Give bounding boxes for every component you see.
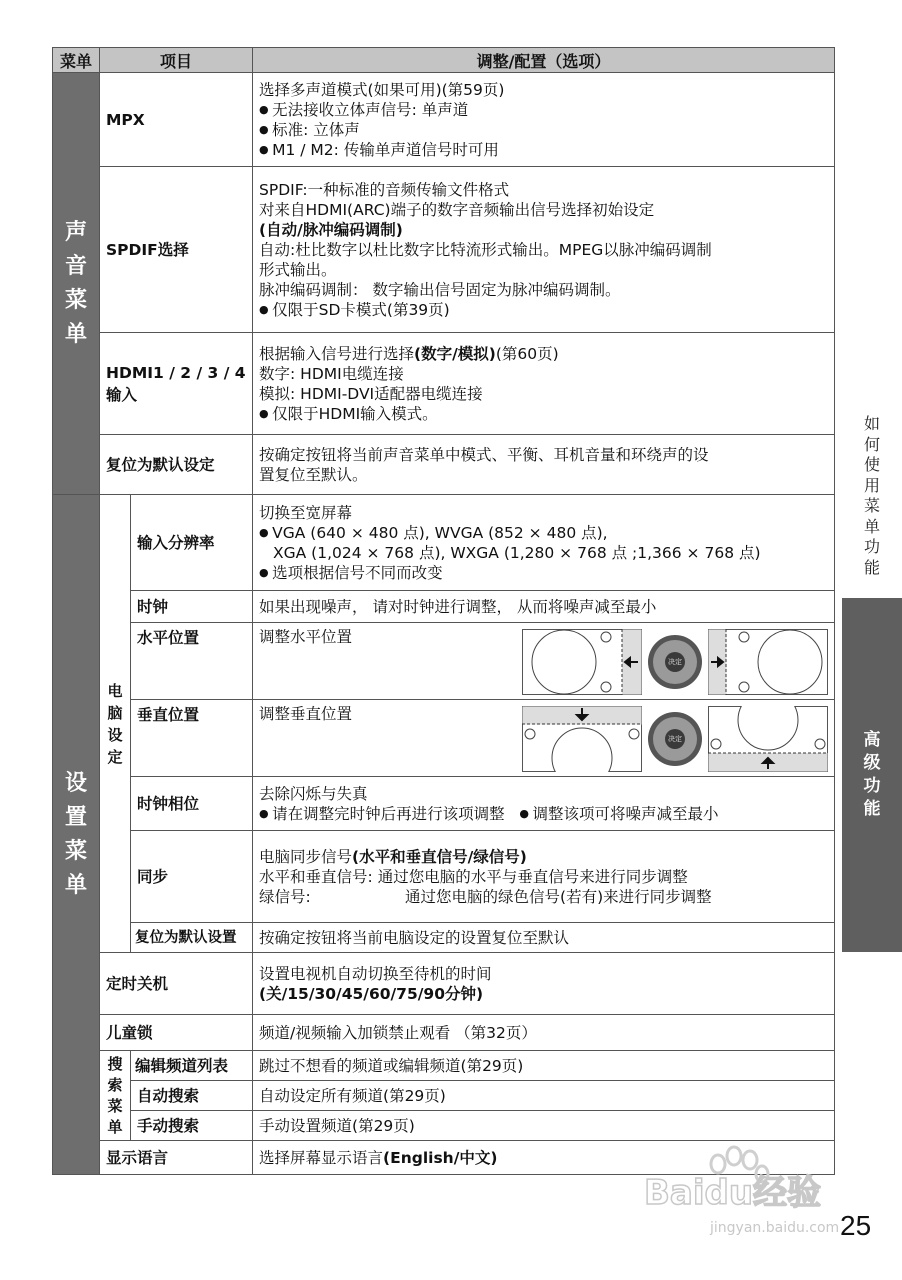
baidu-paw-icon bbox=[640, 1140, 850, 1240]
clock-desc: 如果出现噪声， 请对时钟进行调整， 从而将噪声减至最小 bbox=[253, 591, 835, 623]
hdmi-label: HDMI1 / 2 / 3 / 4 输入 bbox=[100, 333, 253, 435]
hpos-diagram bbox=[522, 629, 828, 695]
pc-reset-label: 复位为默认设置 bbox=[131, 923, 253, 953]
sync-desc: 电脑同步信号(水平和垂直信号/绿信号) 水平和垂直信号: 通过您电脑的水平与垂直信号来进行同步调整 绿信号: 通过您电脑的绿色信号(若有)来进行同步调整 bbox=[253, 831, 835, 923]
screen-shift-up-icon bbox=[708, 706, 828, 772]
screen-shift-down-icon bbox=[522, 706, 642, 772]
header-menu: 菜单 bbox=[53, 48, 100, 73]
hpos-label: 水平位置 bbox=[131, 623, 253, 700]
phase-label: 时钟相位 bbox=[131, 777, 253, 831]
side-tab-advanced: 高 级 功 能 bbox=[842, 598, 902, 952]
hdmi-desc: 根据输入信号进行选择(数字/模拟)(第60页) 数字: HDMI电缆连接 模拟: HDMI-DVI适配器电缆连接 ● 仅限于HDMI输入模式。 bbox=[253, 333, 835, 435]
setup-menu-label: 设 置 菜 单 bbox=[53, 495, 100, 1175]
clock-label: 时钟 bbox=[131, 591, 253, 623]
sleep-timer-desc: 设置电视机自动切换至待机的时间 (关/15/30/45/60/75/90分钟) bbox=[253, 953, 835, 1015]
phase-desc: 去除闪烁与失真 ● 请在调整完时钟后再进行该项调整 ● 调整该项可将噪声减至最小 bbox=[253, 777, 835, 831]
child-lock-label: 儿童锁 bbox=[100, 1015, 253, 1051]
resolution-label: 输入分辨率 bbox=[131, 495, 253, 591]
side-tab-how-to-use: 如 何 使 用 菜 单 功 能 bbox=[863, 414, 880, 577]
remote-dpad-icon: 决定 bbox=[648, 635, 702, 689]
pc-reset-desc: 按确定按钮将当前电脑设定的设置复位至默认 bbox=[253, 923, 835, 953]
vpos-label: 垂直位置 bbox=[131, 700, 253, 777]
sound-reset-label: 复位为默认设定 bbox=[100, 435, 253, 495]
mpx-label: MPX bbox=[100, 73, 253, 167]
sleep-timer-label: 定时关机 bbox=[100, 953, 253, 1015]
auto-tune-desc: 自动设定所有频道(第29页) bbox=[253, 1081, 835, 1111]
auto-tune-label: 自动搜索 bbox=[131, 1081, 253, 1111]
tuning-menu-label: 搜 索 菜 单 bbox=[100, 1051, 131, 1141]
hpos-desc: 调整水平位置 决定 bbox=[253, 623, 835, 700]
sound-menu-label: 声 音 菜 单 bbox=[53, 73, 100, 495]
svg-text:Baidu经验: Baidu经验 bbox=[644, 1173, 822, 1213]
svg-text:jingyan.baidu.com: jingyan.baidu.com bbox=[710, 1220, 840, 1236]
vpos-diagram bbox=[522, 706, 828, 772]
child-lock-desc: 频道/视频输入加锁禁止观看 （第32页） bbox=[253, 1015, 835, 1051]
header-adjust: 调整/配置（选项） bbox=[253, 48, 835, 73]
watermark bbox=[640, 1140, 850, 1240]
resolution-desc: 切换至宽屏幕 ● VGA (640 × 480 点), WVGA (852 × 480 点), XGA (1,024 × 768 点), WXGA (1,280 × 768 点 ;1,366 × 768 点) ● 选项根据信号不同而改变 bbox=[253, 495, 835, 591]
screen-shift-right-icon bbox=[708, 629, 828, 695]
screen-shift-left-icon bbox=[522, 629, 642, 695]
remote-dpad-icon: 决定 bbox=[648, 712, 702, 766]
spdif-desc: SPDIF:一种标准的音频传输文件格式 对来自HDMI(ARC)端子的数字音频输出信号选择初始设定 (自动/脉冲编码调制) 自动:杜比数字以杜比数字比特流形式输出。MPEG以脉冲编码调制 形式输出。 脉冲编码调制： 数字输出信号固定为脉冲编码调制。 ● 仅限于SD卡模式(第39页) bbox=[253, 167, 835, 333]
sound-reset-desc: 按确定按钮将当前声音菜单中模式、平衡、耳机音量和环绕声的设 置复位至默认。 bbox=[253, 435, 835, 495]
vpos-desc: 调整垂直位置 决定 bbox=[253, 700, 835, 777]
header-item: 项目 bbox=[100, 48, 253, 73]
edit-channel-desc: 跳过不想看的频道或编辑频道(第29页) bbox=[253, 1051, 835, 1081]
page-number: 25 bbox=[840, 1210, 872, 1241]
spdif-label: SPDIF选择 bbox=[100, 167, 253, 333]
manual-tune-desc: 手动设置频道(第29页) bbox=[253, 1111, 835, 1141]
pc-setup-label: 电 脑 设 定 bbox=[100, 495, 131, 953]
language-desc: 选择屏幕显示语言(English/中文) bbox=[253, 1141, 835, 1175]
edit-channel-label: 编辑频道列表 bbox=[131, 1051, 253, 1081]
mpx-desc: 选择多声道模式(如果可用)(第59页) ● 无法接收立体声信号: 单声道 ● 标准: 立体声 ● M1 / M2: 传输单声道信号时可用 bbox=[253, 73, 835, 167]
language-label: 显示语言 bbox=[100, 1141, 253, 1175]
menu-table bbox=[52, 47, 835, 1175]
manual-tune-label: 手动搜索 bbox=[131, 1111, 253, 1141]
sync-label: 同步 bbox=[131, 831, 253, 923]
